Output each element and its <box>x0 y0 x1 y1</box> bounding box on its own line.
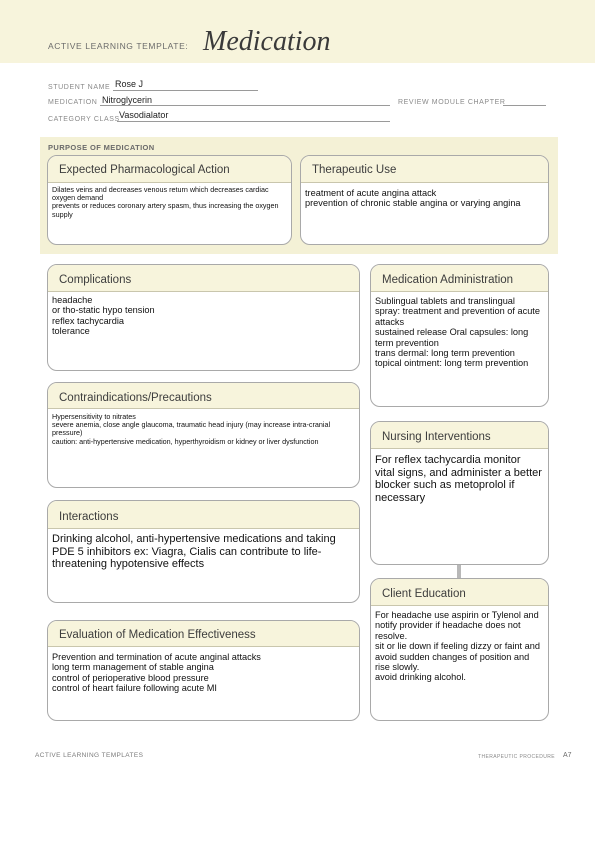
footer-left: ACTIVE LEARNING TEMPLATES <box>35 752 144 759</box>
client-education-line: For headache use aspirin or Tylenol and notify provider if headache does not resolve. <box>375 610 539 641</box>
evaluation-line: control of heart failure following acute MI <box>52 683 217 694</box>
contraindications-line: severe anemia, close angle glaucoma, traumatic head injury (may increase intra-cranial pressure) <box>52 420 331 438</box>
evaluation-line: long term management of stable angina <box>52 662 214 673</box>
client-education-title: Client Education <box>371 579 548 606</box>
student-name-value[interactable]: Rose J <box>115 79 144 89</box>
review-module-line[interactable] <box>503 105 546 106</box>
client-education-line: avoid drinking alcohol. <box>375 672 466 683</box>
administration-title: Medication Administration <box>371 265 548 292</box>
purpose-label: PURPOSE OF MEDICATION <box>48 143 155 152</box>
nursing-box <box>370 421 549 565</box>
complications-line: headache <box>52 295 93 305</box>
administration-box <box>370 264 549 407</box>
therapeutic-use-title: Therapeutic Use <box>301 156 548 183</box>
footer-right: THERAPEUTIC PROCEDURE <box>478 754 556 760</box>
evaluation-box <box>47 620 360 721</box>
interactions-body[interactable] <box>52 533 353 571</box>
nursing-line: For reflex tachycardia monitor vital signs, and administer a better blocker such as metoprolol if necessary <box>375 454 542 504</box>
expected-action-line: prevents or reduces coronary artery spasm, thus increasing the oxygen supply <box>52 201 279 219</box>
nursing-title: Nursing Interventions <box>371 422 548 449</box>
student-name-line <box>113 90 258 91</box>
administration-line: trans dermal: long term prevention <box>375 348 515 359</box>
therapeutic-use-line: treatment of acute angina attack <box>305 188 437 198</box>
medication-line <box>100 105 390 106</box>
contraindications-line: caution: anti-hypertensive medication, hyperthyroidism or kidney or liver dysfunction <box>52 436 319 446</box>
review-module-label: REVIEW MODULE CHAPTER <box>398 99 506 106</box>
contraindications-line: Hypersensitivity to nitrates <box>52 412 136 421</box>
contraindications-box <box>47 382 360 488</box>
administration-line: Sublingual tablets and translingual spray: treatment and prevention of acute attacks <box>375 296 540 327</box>
evaluation-line: control of perioperative blood pressure <box>52 672 209 683</box>
complications-line: tolerance <box>52 326 90 337</box>
complications-body[interactable] <box>52 295 353 337</box>
contraindications-body[interactable] <box>52 413 353 446</box>
evaluation-body[interactable] <box>52 652 353 694</box>
category-class-line <box>117 121 390 122</box>
nursing-education-connector <box>457 565 461 579</box>
expected-action-line: Dilates veins and decreases venous return which decreases cardiac oxygen demand <box>52 185 269 203</box>
interactions-box <box>47 500 360 603</box>
footer-code: A7 <box>563 752 572 759</box>
client-education-body[interactable] <box>375 610 542 683</box>
client-education-line: sit or lie down if feeling dizzy or faint and avoid sudden changes of position and rise slowly. <box>375 641 540 673</box>
expected-action-box <box>47 155 292 245</box>
administration-line: topical ointment: long term prevention <box>375 358 529 369</box>
student-name-label: STUDENT NAME <box>48 84 111 91</box>
client-education-box <box>370 578 549 721</box>
complications-box <box>47 264 360 371</box>
complications-line: reflex tachycardia <box>52 315 125 326</box>
contraindications-title: Contraindications/Precautions <box>48 383 359 409</box>
therapeutic-use-line: prevention of chronic stable angina or varying angina <box>305 198 521 209</box>
category-class-label: CATEGORY CLASS <box>48 116 120 123</box>
template-label: ACTIVE LEARNING TEMPLATE: <box>48 41 189 51</box>
nursing-body[interactable] <box>375 454 542 504</box>
evaluation-line: Prevention and termination of acute anginal attacks <box>52 652 261 662</box>
expected-action-title: Expected Pharmacological Action <box>48 156 291 183</box>
administration-body[interactable] <box>375 296 542 369</box>
complications-title: Complications <box>48 265 359 292</box>
interactions-title: Interactions <box>48 501 359 529</box>
administration-line: sustained release Oral capsules: long term prevention <box>375 327 529 348</box>
therapeutic-use-body[interactable] <box>305 188 542 209</box>
category-class-value[interactable]: Vasodialator <box>119 110 169 120</box>
template-title: Medication <box>203 26 331 57</box>
interactions-line: Drinking alcohol, anti-hypertensive medications and taking PDE 5 inhibitors ex: Viagra, Cialis can contribute to life-threatening hypotensive effects <box>52 533 336 571</box>
expected-action-body[interactable] <box>52 186 285 219</box>
evaluation-title: Evaluation of Medication Effectiveness <box>48 621 359 647</box>
complications-line: or tho-static hypo tension <box>52 305 155 316</box>
medication-label: MEDICATION <box>48 99 98 106</box>
therapeutic-use-box <box>300 155 549 245</box>
medication-value[interactable]: Nitroglycerin <box>102 95 153 105</box>
